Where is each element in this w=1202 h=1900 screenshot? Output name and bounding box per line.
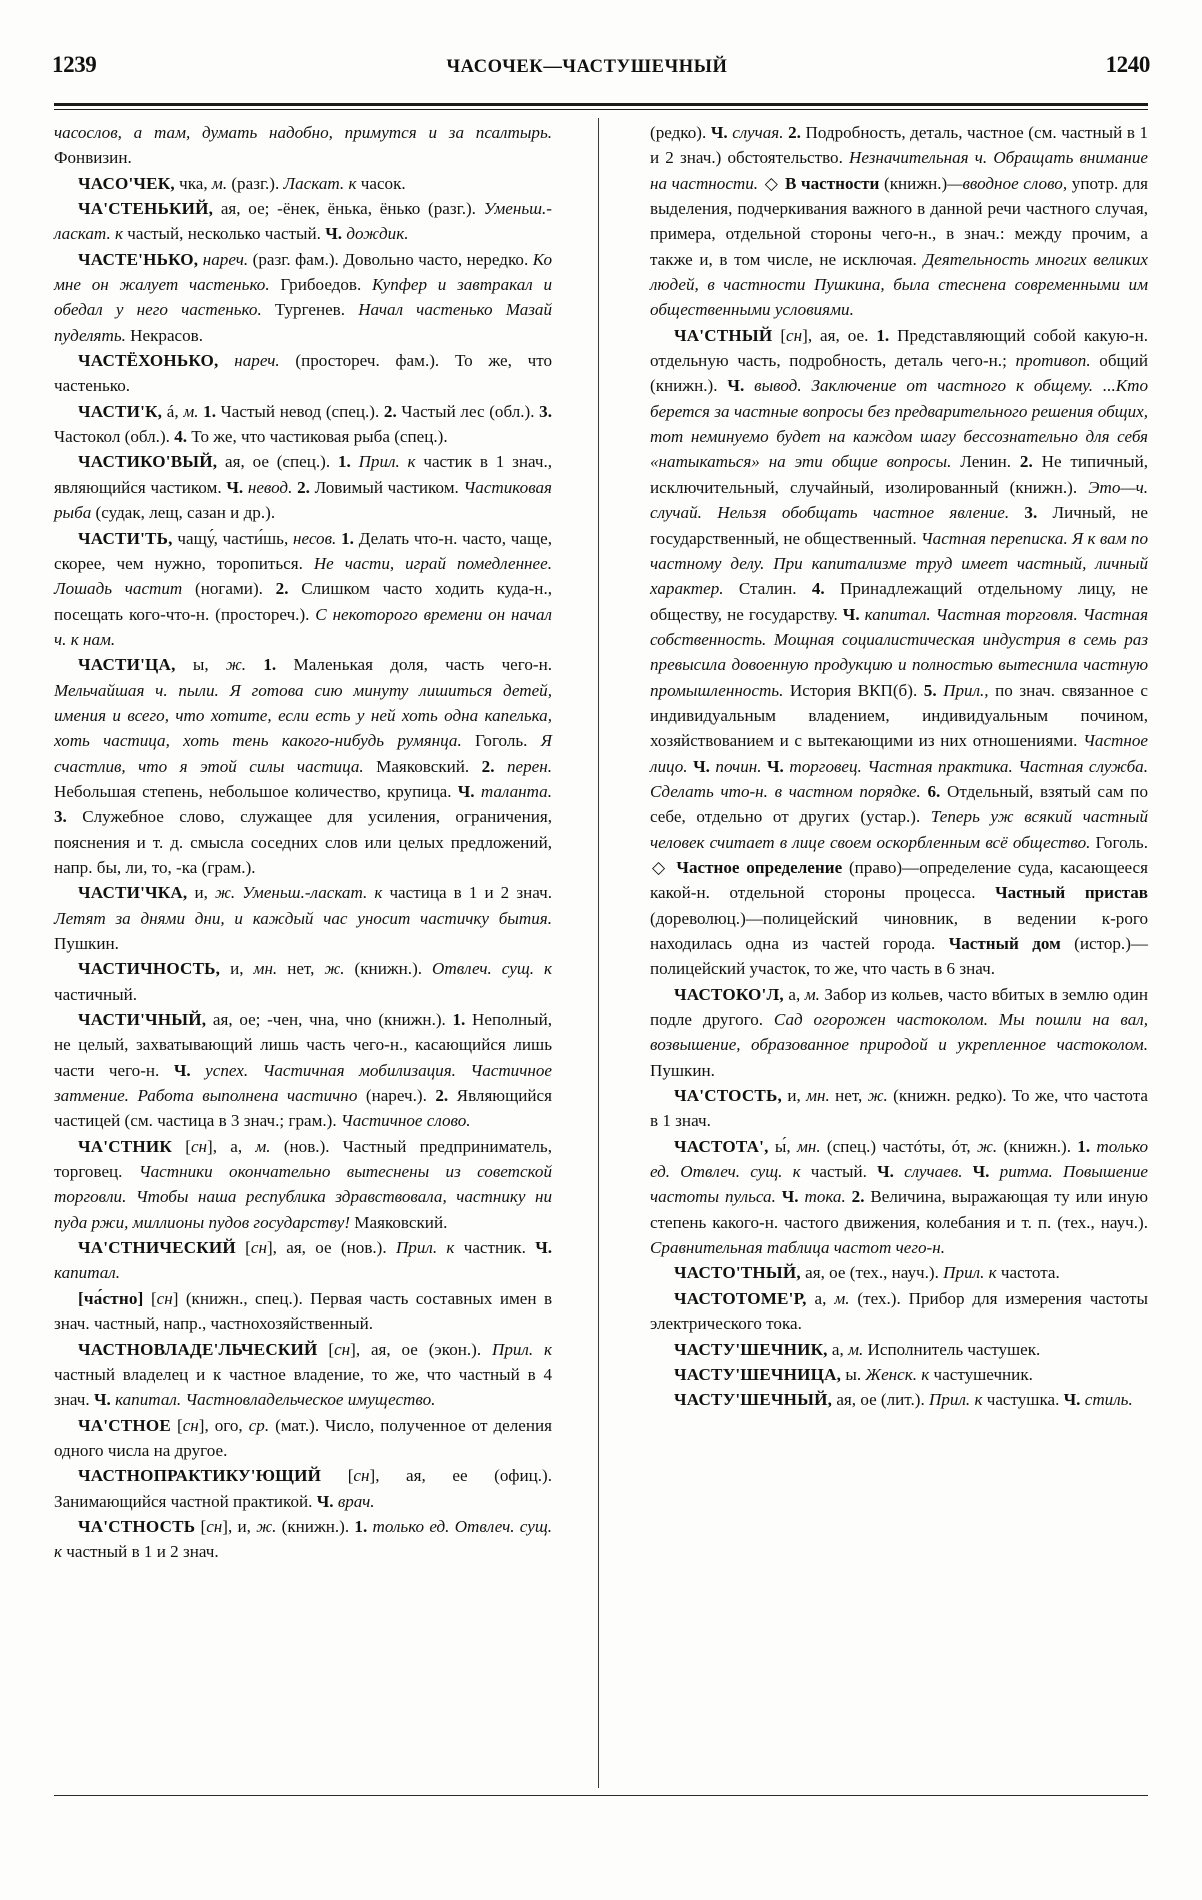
dictionary-entry: ЧАСТИ'К, á, м. 1. Частый невод (спец.). 2. Частый лес (обл.). 3. Частокол (обл.). 4. То же, что частиковая рыба (спец.). (54, 401, 552, 447)
dictionary-entry: ЧАСТИ'ЧНЫЙ, ая, ое; -чен, чна, чно (книжн.). 1. Неполный, не целый, захватывающий лишь часть чего-н., касающийся лишь части чего-н. Ч. успех. Частичная мобилизация. Частичное затмение. Работа выполнена частично (нареч.). 2. Являющийся частицей (см. частица в 3 знач.; грам.). Частичное слово. (54, 1010, 552, 1131)
dictionary-entry: ЧА'СТНЫЙ [сн], ая, ое. 1. Представляющий собой какую-н. отдельную часть, подробность, деталь чего-н.; противоп. общий (книжн.). Ч. вывод. Заключение от частного к общему. ...Кто берется за частные вопросы без предварительного решения общих, тот неминуемо будет на каждом шагу бессознательно для себя «натыкаться» на эти общие вопросы. Ленин. 2. Не типичный, исключительный, случайный, изолированный (книжн.). Это—ч. случай. Нельзя обобщать частное явление. 3. Личный, не государственный, не общественный. Частная переписка. Я к вам по частному делу. При капитализме труд имеет частный, личный характер. Сталин. 4. Принадлежащий отдельному лицу, не обществу, не государству. Ч. капитал. Частная торговля. Частная собственность. Мощная социалистическая индустрия в семь раз превысила довоенную продукцию и полностью вытеснила частную промышленность. История ВКП(б). 5. Прил., по знач. связанное с индивидуальным владением, индивидуальным почином, хозяйствованием и с вытекающими из них отношениями. Частное лицо. Ч. почин. Ч. торговец. Частная практика. Частная служба. Сделать что-н. в частном порядке. 6. Отдельный, взятый сам по себе, отдельно от других (устар.). Теперь уж всякий частный человек считает в лице своем оскорбленным всё общество. Гоголь. ◇ Частное определение (право)—определение суда, касающееся какой-н. отдельной стороны процесса. Частный пристав (дореволюц.)—полицейский чиновник, в ведении к-рого находилась одна из частей города. Частный дом (истор.)—полицейский участок, то же, что часть в 6 знач. (650, 325, 1149, 979)
dictionary-entry: ЧАСТЕ'НЬКО, нареч. (разг. фам.). Довольно часто, нередко. Ко мне он жалует частенько. Грибоедов. Купфер и завтракал и обедал у него частенько. Тургенев. Начал частенько Мазай пуделять. Некрасов. (54, 249, 553, 345)
dictionary-entry: ЧАСТОКО'Л, а, м. Забор из кольев, часто вбитых в землю один подле другого. Сад огорожен частоколом. Мы пошли на вал, возвышение, образованное природой и укрепленное частоколом. Пушкин. (650, 984, 1148, 1080)
dictionary-entry: ЧАСТНОВЛАДЕ'ЛЬЧЕСКИЙ [сн], ая, ое (экон.). Прил. к частный владелец и к частное владение, то же, что частный в 4 знач. Ч. капитал. Частновладельческое имущество. (54, 1339, 552, 1410)
dictionary-entry: ЧАСО'ЧЕК, чка, м. (разг.). Ласкат. к часок. (78, 173, 406, 193)
dictionary-entry: ЧАСТУ'ШЕЧНИК, а, м. Исполнитель частушек. (674, 1339, 1041, 1359)
dictionary-entry: ЧА'СТНИК [сн], а, м. (нов.). Частный предприниматель, торговец. Частники окончательно вытеснены из советской торговли. Чтобы наша республика здравствовала, частнику ни пуда ржи, миллионы пудов государству! Маяковский. (54, 1136, 552, 1232)
dictionary-entry: ЧАСТУ'ШЕЧНЫЙ, ая, ое (лит.). Прил. к частушка. Ч. стиль. (674, 1390, 1133, 1410)
folio-left: 1239 (52, 52, 97, 77)
dictionary-entry: ЧА'СТЕНЬКИЙ, ая, ое; -ёнек, ёнька, ёнько (разг.). Уменьш.-ласкат. к частый, несколько частый. Ч. дождик. (54, 199, 552, 244)
dictionary-entry: [ча́стно] [сн] (книжн., спец.). Первая часть составных имен в знач. частный, напр., частнохозяйственный. (54, 1288, 553, 1334)
header-rule-thin (54, 109, 1148, 110)
dictionary-entry: ЧА'СТНОСТЬ [сн], и, ж. (книжн.). 1. только ед. Отвлеч. сущ. к частный в 1 и 2 знач. (54, 1516, 552, 1562)
dictionary-entry: ЧАСТИ'ЧКА, и, ж. Уменьш.-ласкат. к частица в 1 и 2 знач. Летят за днями дни, и каждый час уносит частичку бытия. Пушкин. (54, 883, 552, 953)
dictionary-entry: ЧА'СТНОЕ [сн], ого, ср. (мат.). Число, полученное от деления одного числа на другое. (54, 1415, 553, 1460)
entry-continuation: (редко). Ч. случая. 2. Подробность, деталь, частное (см. частный в 1 и 2 знач.) обстоятельство. Незначительная ч. Обращать внимание на частности. ◇ В частности (книжн.)—вводное слово, употр. для выделения, подчеркивания важного в данной речи частного случая, примера, отдельной стороны чего-н., в знач.: между прочим, а также и, в том числе, не исключая. Деятельность многих великих людей, в частности Пушкина, была стеснена современными им общественными условиями. (650, 123, 1149, 320)
header-rule-thick (54, 103, 1148, 106)
dictionary-entry: ЧАСТОТА', ы́, мн. (спец.) частóты, óт, ж. (книжн.). 1. только ед. Отвлеч. сущ. к частый. Ч. случаев. Ч. ритма. Повышение частоты пульса. Ч. тока. 2. Величина, выражающая ту или иную степень какого-н. частого движения, колебания и т. п. (тех., науч.). Сравнительная таблица частот чего-н. (650, 1136, 1149, 1258)
dictionary-entry: ЧАСТИ'ТЬ, чащу́, части́шь, несов. 1. Делать что-н. часто, чаще, скорее, чем нужно, торопиться. Не части, играй помедленнее. Лошадь частит (ногами). 2. Слишком часто ходить куда-н., посещать кого-что-н. (простореч.). С некоторого времени он начал ч. к нам. (54, 528, 552, 649)
text-body (54, 120, 1148, 1790)
column-right (650, 120, 1148, 1413)
dictionary-entry: ЧАСТИКО'ВЫЙ, ая, ое (спец.). 1. Прил. к частик в 1 знач., являющийся частиком. Ч. невод. 2. Ловимый частиком. Частиковая рыба (судак, лещ, сазан и др.). (54, 452, 553, 523)
dictionary-entry: ЧАСТИ'ЦА, ы, ж. 1. Маленькая доля, часть чего-н. Мельчайшая ч. пыли. Я готова сию минуту лишиться детей, имения и всего, что хотите, если есть у ней хоть одна капелька, хоть частица, хоть тень какого-нибудь румянца. Гоголь. Я счастлив, что я этой силы частица. Маяковский. 2. перен. Небольшая степень, небольшое количество, крупица. Ч. таланта. 3. Служебное слово, служащее для усиления, ограничения, пояснения и т. д. смысла соседних слов или целых предложений, напр. бы, ли, то, -ка (грам.). (54, 655, 552, 877)
dictionary-entry: ЧАСТИЧНОСТЬ, и, мн. нет, ж. (книжн.). Отвлеч. сущ. к частичный. (54, 959, 552, 1004)
entry-continuation: часослов, а там, думать надобно, примутся и за псалтырь. Фонвизин. (54, 123, 552, 168)
folio-right: 1240 (1105, 52, 1150, 77)
dictionary-entry: ЧАСТО'ТНЫЙ, ая, ое (тех., науч.). Прил. к частота. (674, 1263, 1060, 1283)
page-header (52, 52, 1150, 86)
dictionary-entry: ЧАСТУ'ШЕЧНИЦА, ы. Женск. к частушечник. (674, 1364, 1033, 1384)
dictionary-entry: ЧАСТНОПРАКТИКУ'ЮЩИЙ [сн], ая, ее (офиц.). Занимающийся частной практикой. Ч. врач. (54, 1466, 552, 1511)
column-left (54, 120, 552, 1565)
running-head: ЧАСОЧЕК—ЧАСТУШЕЧНЫЙ (446, 57, 728, 77)
dictionary-entry: ЧАСТЁХОНЬКО, нареч. (простореч. фам.). То же, что частенько. (54, 351, 552, 396)
dictionary-entry: ЧА'СТНИЧЕСКИЙ [сн], ая, ое (нов.). Прил. к частник. Ч. капитал. (54, 1238, 553, 1283)
dictionary-entry: ЧА'СТОСТЬ, и, мн. нет, ж. (книжн. редко). То же, что частота в 1 знач. (650, 1086, 1148, 1131)
footer-rule (54, 1795, 1148, 1796)
dictionary-entry: ЧАСТОТОМЕ'Р, а, м. (тех.). Прибор для измерения частоты электрического тока. (650, 1288, 1148, 1334)
